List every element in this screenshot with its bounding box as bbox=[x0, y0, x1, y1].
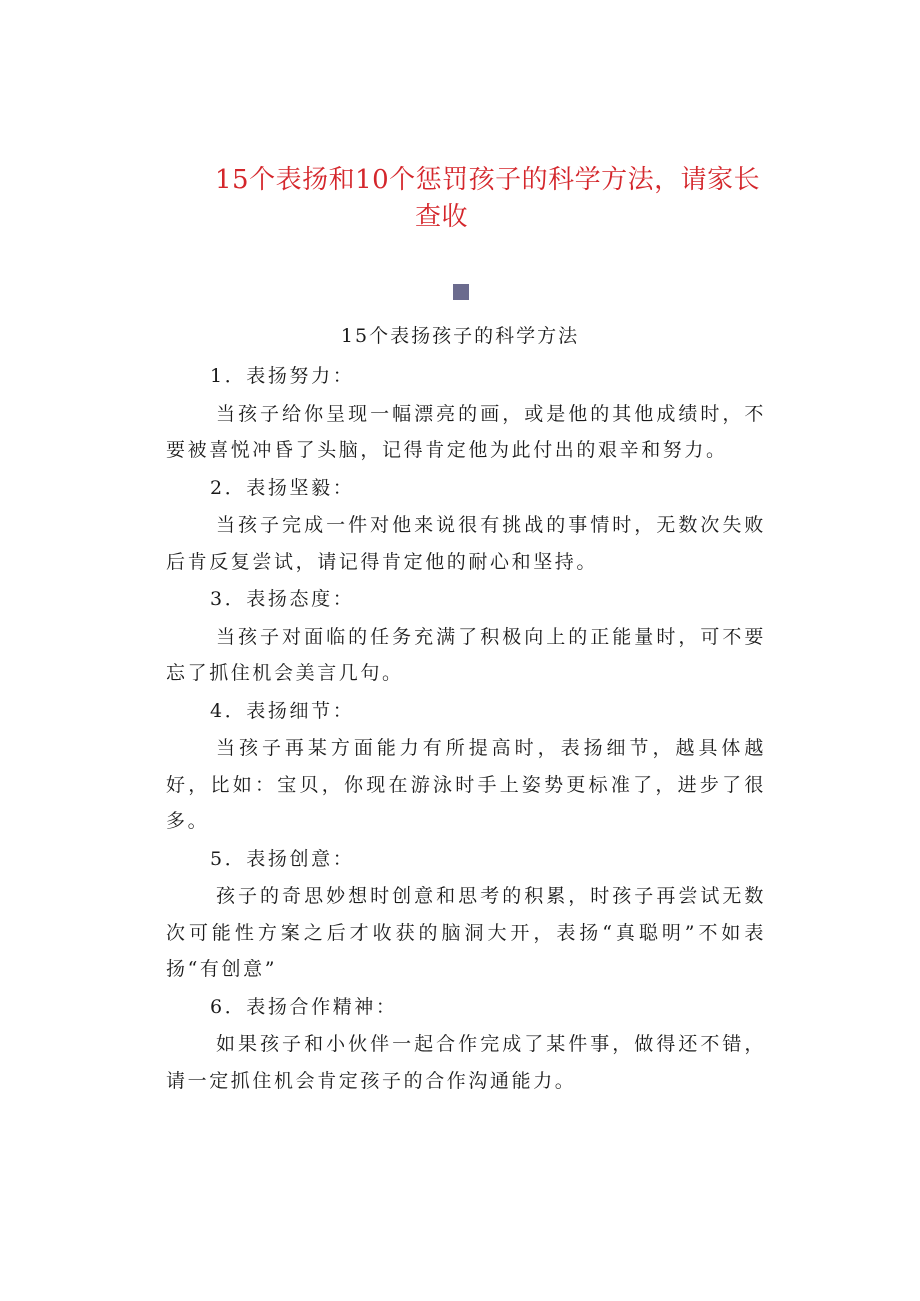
item-body: 如果孩子和小伙伴一起合作完成了某件事，做得还不错，请一定抓住机会肯定孩子的合作沟通能力。 bbox=[166, 1033, 766, 1092]
item-body: 孩子的奇思妙想时创意和思考的积累，时孩子再尝试无数次可能性方案之后才收获的脑洞大开，表扬“真聪明”不如表扬“有创意” bbox=[166, 885, 766, 980]
document-title bbox=[165, 162, 765, 236]
item-heading: 5．表扬创意： bbox=[210, 847, 355, 870]
title-line-1: 15个表扬和10个惩罚孩子的科学方法，请家长 bbox=[215, 165, 761, 195]
item-body: 当孩子对面临的任务充满了积极向上的正能量时，可不要忘了抓住机会美言几句。 bbox=[166, 625, 766, 684]
title-line-2: 查收 bbox=[415, 202, 469, 232]
item-body: 当孩子给你呈现一幅漂亮的画，或是他的其他成绩时，不要被喜悦冲昏了头脑，记得肯定他为此付出的艰辛和努力。 bbox=[166, 402, 766, 461]
item-body: 当孩子完成一件对他来说很有挑战的事情时，无数次失败后肯反复尝试，请记得肯定他的耐心和坚持。 bbox=[166, 514, 766, 573]
item-heading: 4．表扬细节： bbox=[210, 699, 355, 722]
item-body: 当孩子再某方面能力有所提高时，表扬细节，越具体越好，比如：宝贝，你现在游泳时手上姿势更标准了，进步了很多。 bbox=[166, 737, 766, 832]
item-heading: 3．表扬态度： bbox=[210, 588, 355, 610]
item-heading: 2．表扬坚毅： bbox=[210, 476, 355, 499]
section-heading: 15个表扬孩子的科学方法 bbox=[340, 325, 580, 347]
document-body bbox=[166, 358, 766, 1100]
square-bullet-icon bbox=[453, 284, 469, 300]
item-heading: 1．表扬努力： bbox=[210, 365, 355, 387]
item-heading: 6．表扬合作精神： bbox=[210, 995, 398, 1018]
